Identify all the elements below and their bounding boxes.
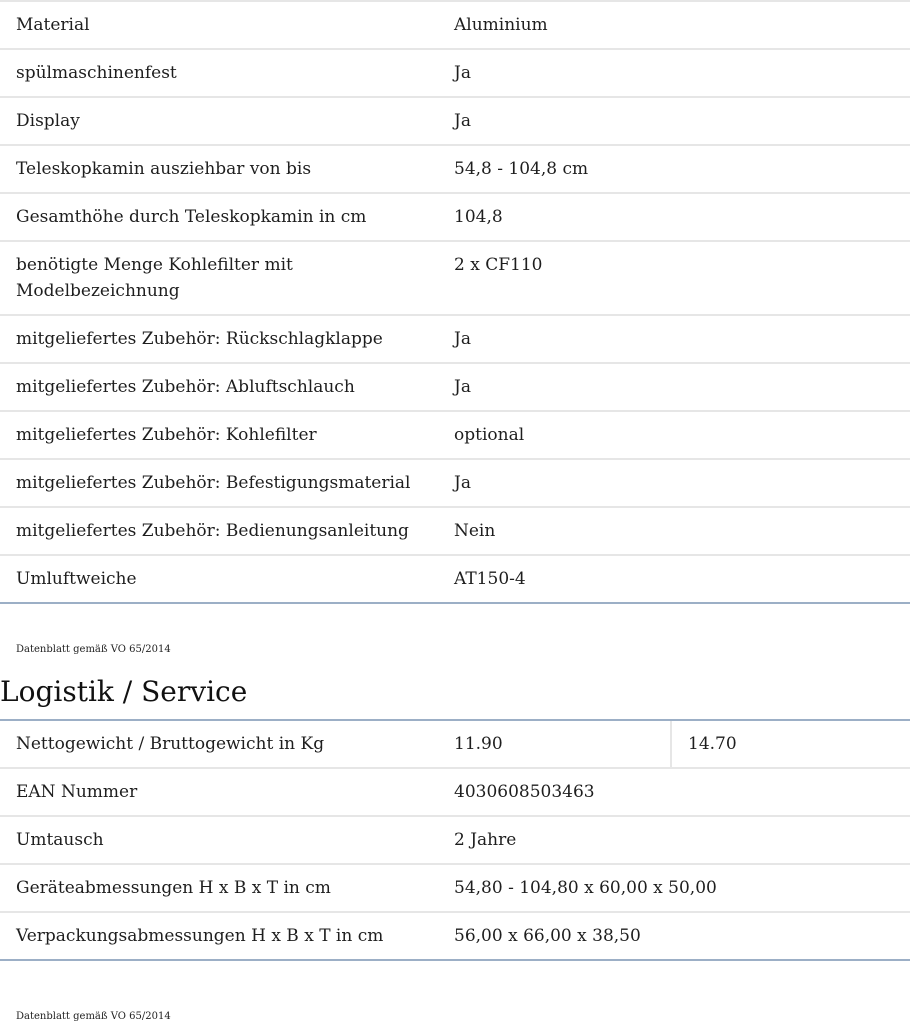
logistics-label: Umtausch [0, 816, 438, 864]
table-row-weight [0, 720, 910, 768]
spec-value: 54,8 - 104,8 cm [438, 145, 910, 193]
spec-label: Material [0, 1, 438, 49]
spec-value: Ja [438, 315, 910, 363]
table-row [0, 145, 910, 193]
table-row [0, 1, 910, 49]
spec-label: mitgeliefertes Zubehör: Befestigungsmaterial [0, 459, 438, 507]
logistics-label: EAN Nummer [0, 768, 438, 816]
logistics-value: 56,00 x 66,00 x 38,50 [438, 912, 910, 960]
table-row [0, 97, 910, 145]
table-row [0, 363, 910, 411]
table-row [0, 768, 910, 816]
spec-value: Ja [438, 49, 910, 97]
logistics-table [0, 719, 910, 961]
spec-label: Teleskopkamin ausziehbar von bis [0, 145, 438, 193]
table-row [0, 816, 910, 864]
table-row [0, 241, 910, 315]
spec-value: Ja [438, 363, 910, 411]
logistics-value: 2 Jahre [438, 816, 910, 864]
spec-value: optional [438, 411, 910, 459]
gross-weight-value: 14.70 [671, 720, 910, 768]
table-row [0, 912, 910, 960]
logistics-label: Geräteabmessungen H x B x T in cm [0, 864, 438, 912]
table-row [0, 864, 910, 912]
spec-label: mitgeliefertes Zubehör: Kohlefilter [0, 411, 438, 459]
spec-value: Nein [438, 507, 910, 555]
spec-value: 104,8 [438, 193, 910, 241]
table-row [0, 193, 910, 241]
datasheet-footnote: Datenblatt gemäß VO 65/2014 [16, 1011, 171, 1022]
spec-label: Gesamthöhe durch Teleskopkamin in cm [0, 193, 438, 241]
spec-value: Ja [438, 459, 910, 507]
datasheet-footnote: Datenblatt gemäß VO 65/2014 [16, 644, 171, 655]
spec-value: Aluminium [438, 1, 910, 49]
table-row [0, 507, 910, 555]
section-title-logistics: Logistik / Service [0, 675, 248, 708]
spec-label: Display [0, 97, 438, 145]
spec-label: Umluftweiche [0, 555, 438, 603]
spec-label: mitgeliefertes Zubehör: Rückschlagklappe [0, 315, 438, 363]
table-row [0, 459, 910, 507]
spec-label: mitgeliefertes Zubehör: Bedienungsanleitung [0, 507, 438, 555]
table-row [0, 49, 910, 97]
table-row [0, 555, 910, 603]
logistics-label: Verpackungsabmessungen H x B x T in cm [0, 912, 438, 960]
spec-value: 2 x CF110 [438, 241, 910, 315]
logistics-value: 54,80 - 104,80 x 60,00 x 50,00 [438, 864, 910, 912]
spec-label: mitgeliefertes Zubehör: Abluftschlauch [0, 363, 438, 411]
spec-value: AT150-4 [438, 555, 910, 603]
logistics-value: 4030608503463 [438, 768, 910, 816]
table-row [0, 315, 910, 363]
spec-value: Ja [438, 97, 910, 145]
weight-label: Nettogewicht / Bruttogewicht in Kg [0, 720, 438, 768]
net-weight-value: 11.90 [438, 720, 671, 768]
spec-label: spülmaschinenfest [0, 49, 438, 97]
spec-label: benötigte Menge Kohlefilter mit Modelbezeichnung [0, 241, 438, 315]
table-row [0, 411, 910, 459]
